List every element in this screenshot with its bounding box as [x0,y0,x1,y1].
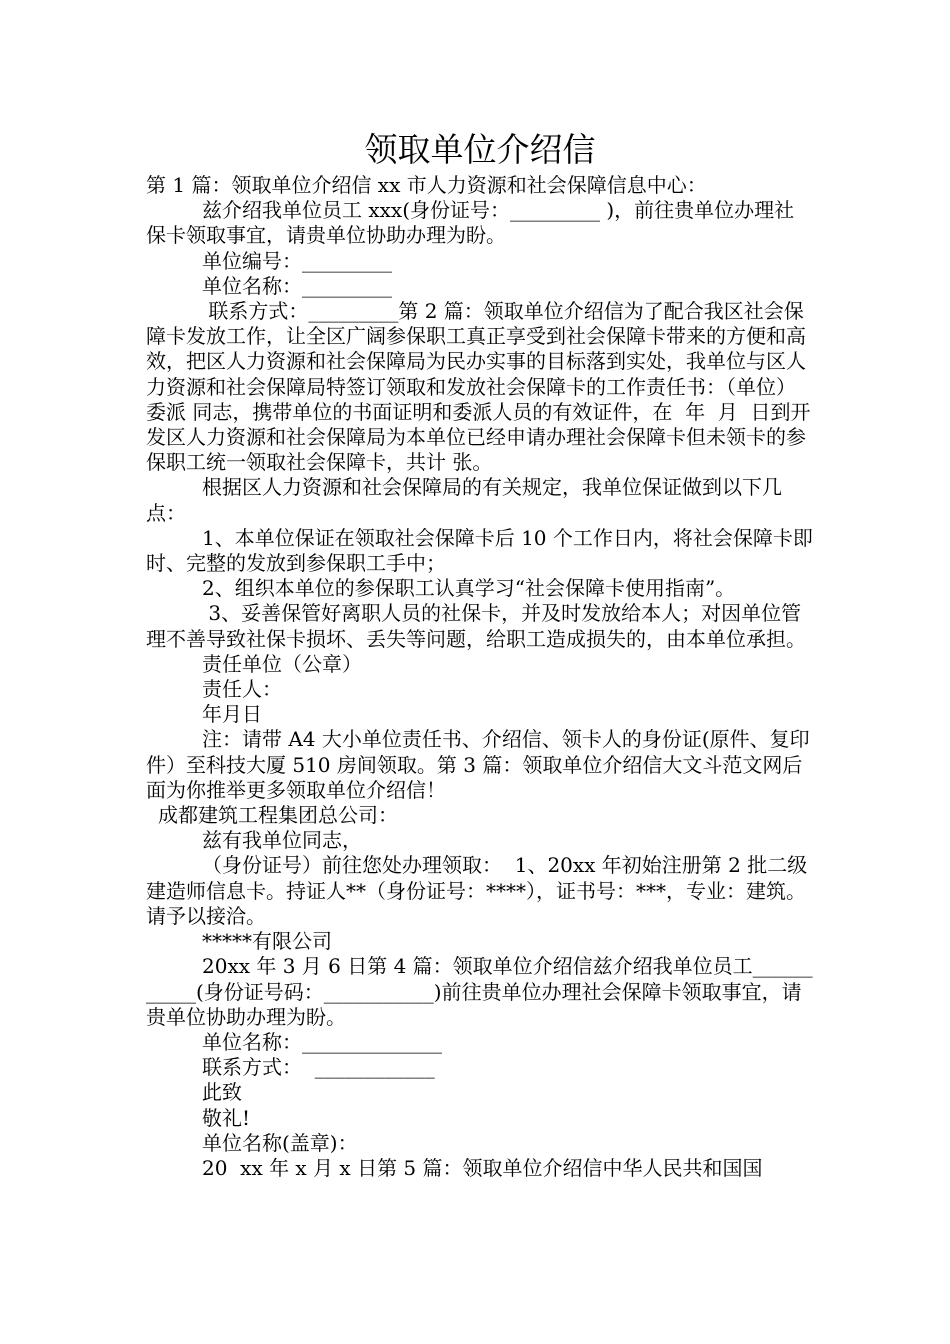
paragraph: 第 1 篇：领取单位介绍信 xx 市人力资源和社会保障信息中心： [146,173,707,197]
paragraph: 责任人： [202,677,282,702]
paragraph: 联系方式：_________第 2 篇：领取单位介绍信为了配合我区社会保障卡发放工作，让全区广阔参保职工真正享受到社会保障卡带来的方便和高效，把区人力资源和社会保障局为民办实事的目标落到实处，我单位与区人力资源和社会保障局特签订领取和发放社会保障卡的工作责任书：（单位）委派 同志，携带单位的书面证明和委派人员的有效证件，在 年 月 日到开发区人力资源和社会保障局为本单位已经申请办理社会保障卡但未领卡的参保职工统一领取社会保障卡，共计 张。 [146,299,811,475]
paragraph: 单位名称(盖章)： [202,1130,358,1155]
paragraph: 联系方式： ____________ [202,1055,435,1080]
paragraph: 3、妥善保管好离职人员的社保卡，并及时发放给本人；对因单位管理不善导致社保卡损坏、丢失等问题，给职工造成损失的，由本单位承担。 [146,601,806,651]
paragraph: 单位名称：______________ [202,1029,442,1054]
document-body [146,173,814,1181]
paragraph: 单位编号：_________ [202,248,392,273]
paragraph: 兹有我单位同志， [202,828,362,853]
paragraph: 20 xx 年 x 月 x 日第 5 篇：领取单位介绍信中华人民共和国国 [202,1155,763,1180]
paragraph: 成都建筑工程集团总公司： [158,803,398,828]
paragraph: *****有限公司 [202,929,332,954]
document-title: 领取单位介绍信 [364,130,596,169]
paragraph: 责任单位（公章） [202,651,362,676]
paragraph: 根据区人力资源和社会保障局的有关规定，我单位保证做到以下几点： [146,475,782,525]
paragraph: 单位名称：_________ [202,273,392,298]
paragraph: 兹介绍我单位员工 xxx(身份证号：_________ )，前往贵单位办理社保卡领取事宜，请贵单位协助办理为盼。 [146,198,795,248]
paragraph: 注：请带 A4 大小单位责任书、介绍信、领卡人的身份证(原件、复印件）至科技大厦 510 房间领取。第 3 篇：领取单位介绍信大文斗范文网后面为你推举更多领取单位介绍信！ [146,727,810,802]
paragraph: 20xx 年 3 月 6 日第 4 篇：领取单位介绍信兹介绍我单位员工___________(身份证号码：___________)前往贵单位办理社会保障卡领取事宜，请贵单位协助办理为盼。 [146,954,813,1029]
paragraph: 敬礼! [202,1105,251,1130]
paragraph: 此致 [202,1080,242,1105]
paragraph: 2、组织本单位的参保职工认真学习“社会保障卡使用指南”。 [202,576,736,601]
paragraph: 年月日 [202,702,262,727]
paragraph: （身份证号）前往您处办理领取： 1、20xx 年初始注册第 2 批二级建造师信息卡。持证人**（身份证号：****），证书号：***，专业：建筑。请予以接洽。 [146,853,808,928]
paragraph: 1、本单位保证在领取社会保障卡后 10 个工作日内，将社会保障卡即时、完整的发放到参保职工手中； [146,525,813,576]
